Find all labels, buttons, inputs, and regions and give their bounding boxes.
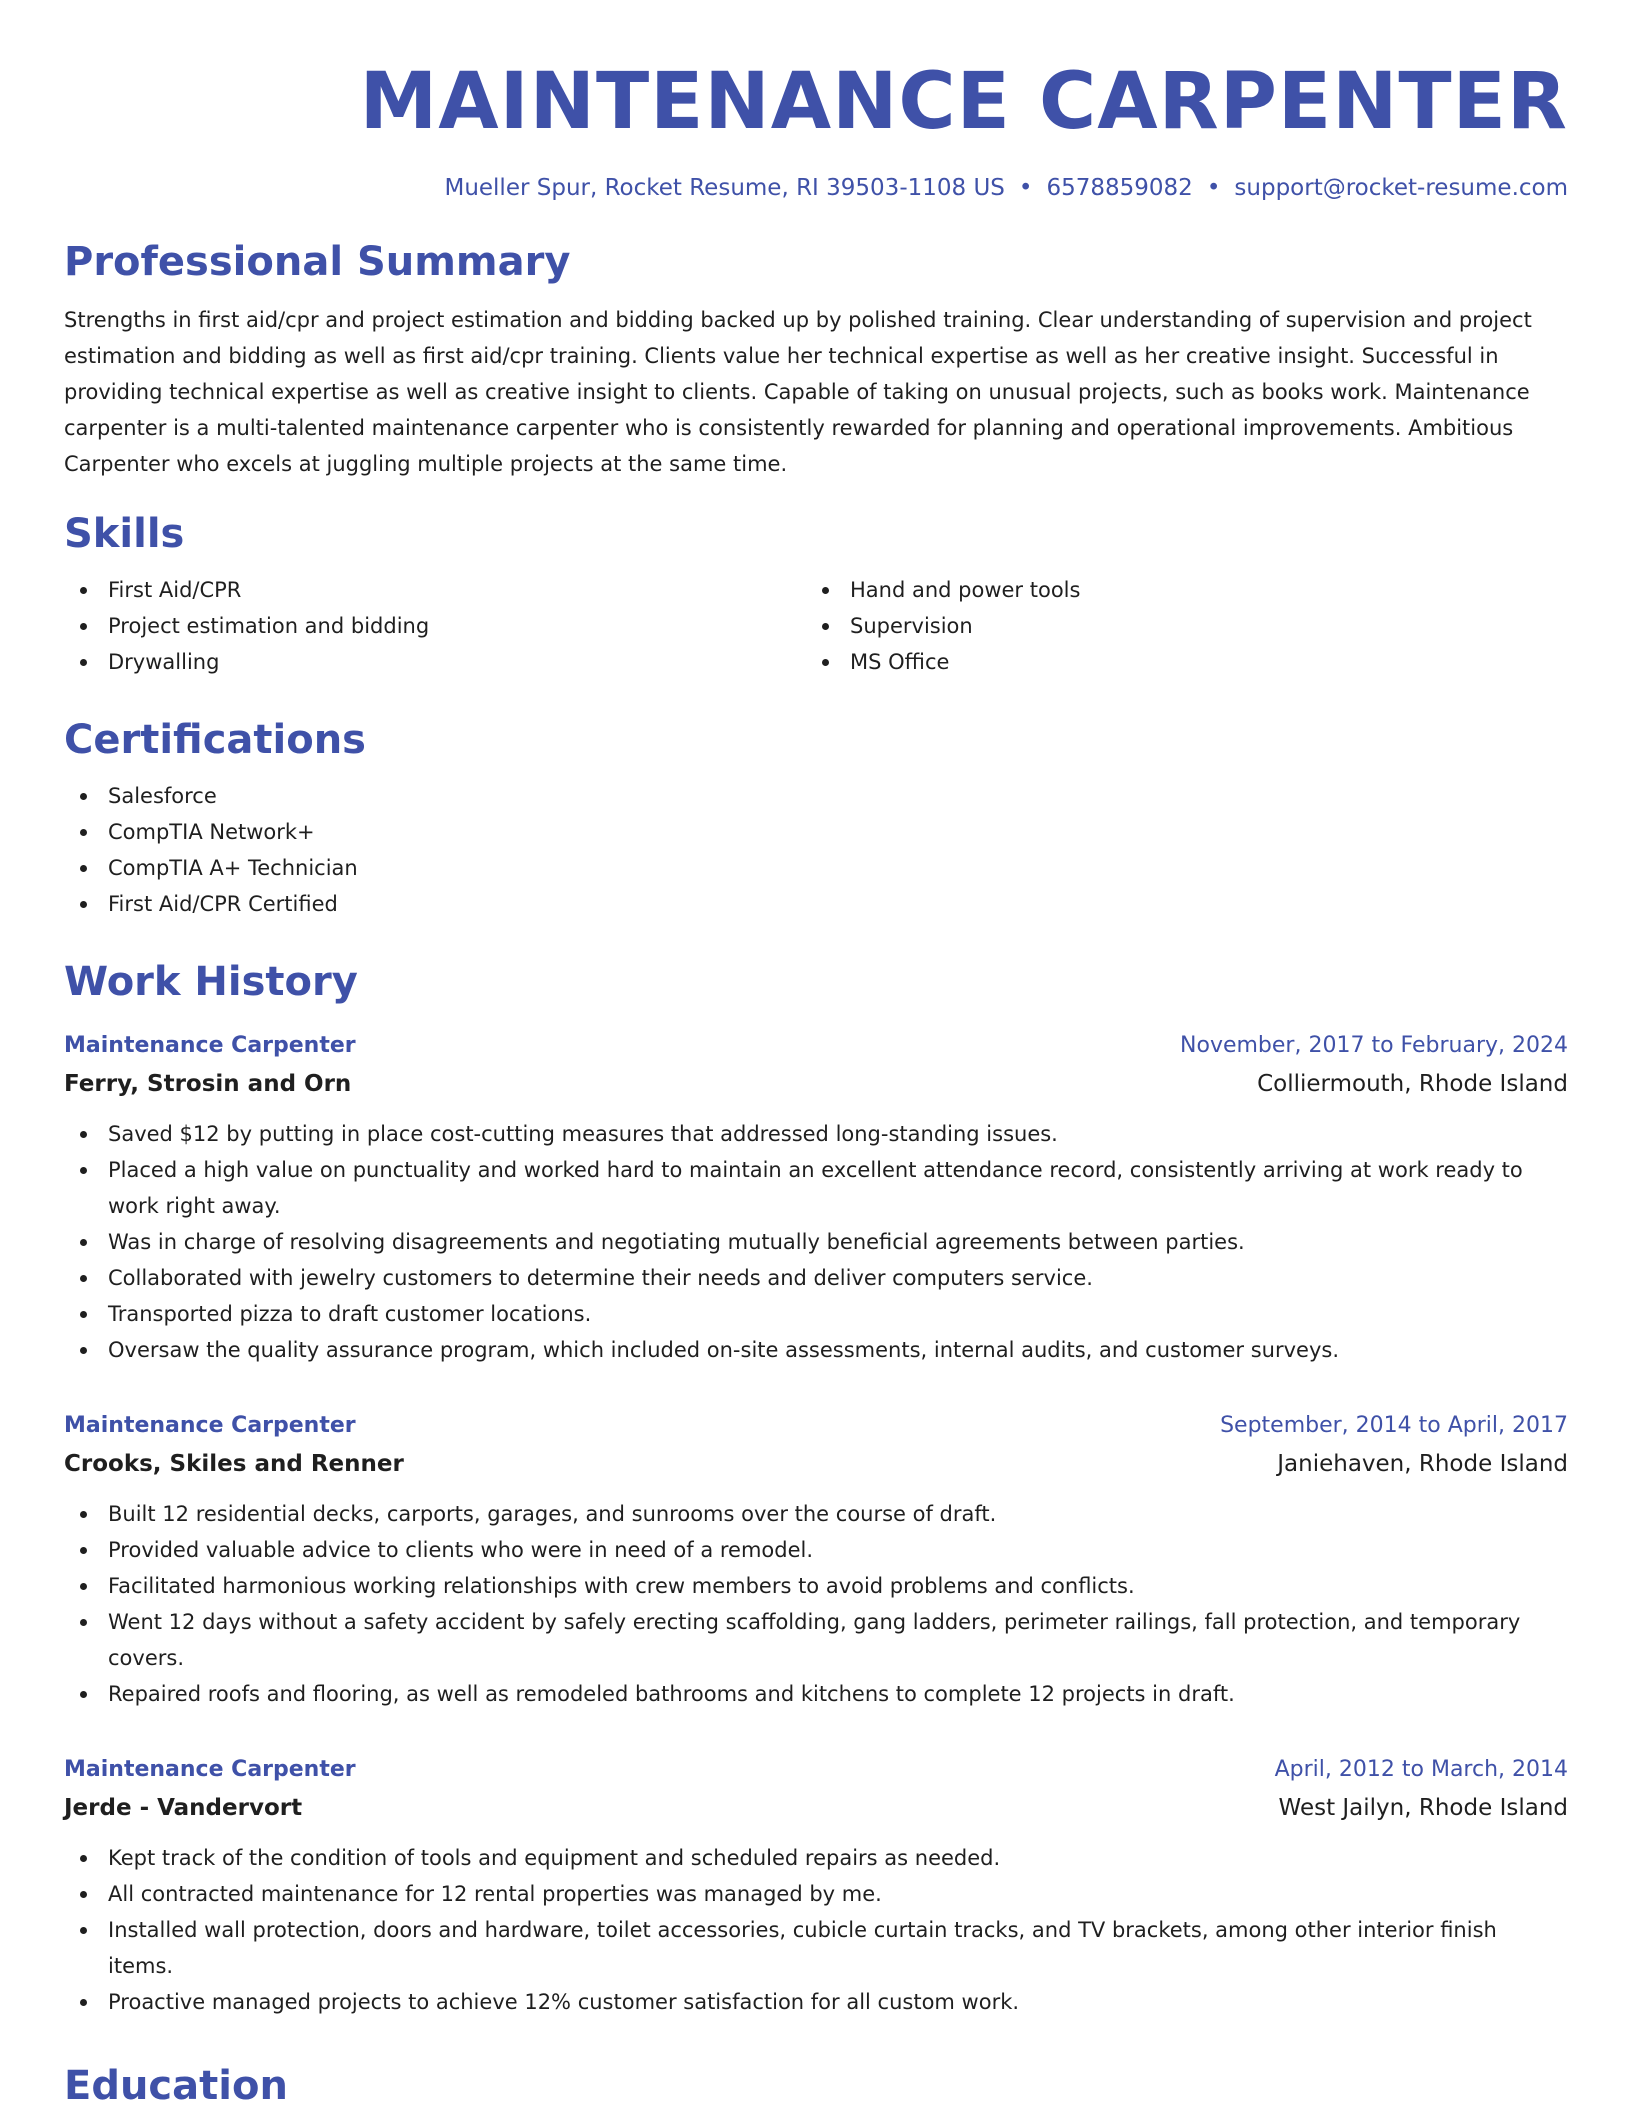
skill-item: Hand and power tools [806,572,1568,608]
summary-text: Strengths in first aid/cpr and project estimation and bidding backed up by polished training. Clear understanding of supervision and project estimation and bidding as well as first aid/cpr training. Clients value her technical expertise as well as her creative insight. Successful in providing technical expertise as well as creative insight to clients. Capable of taking on unusual projects, such as books work. Maintenance carpenter is a multi-talented maintenance carpenter who is consistently rewarded for planning and operational improvements. Ambitious Carpenter who excels at juggling multiple projects at the same time. [64,308,1532,476]
job-bullet: Kept track of the condition of tools and equipment and scheduled repairs as needed. [64,1840,1568,1876]
job-title: Maintenance Carpenter [64,1757,356,1782]
job-bullet: Placed a high value on punctuality and worked hard to maintain an excellent attendance record, consistently arriving at work ready to work right away. [64,1152,1568,1224]
job-bullet: Saved $12 by putting in place cost-cutting measures that addressed long-standing issues. [64,1116,1568,1152]
certification-item: Salesforce [64,778,1568,814]
job-entry [64,1408,1568,1712]
job-bullet: Collaborated with jewelry customers to determine their needs and deliver computers service. [64,1260,1568,1296]
job-header-row [64,1028,1568,1064]
skills-list-right [806,572,1568,680]
job-company: Ferry, Strosin and Orn [64,1071,352,1097]
skill-item: First Aid/CPR [64,572,806,608]
job-header-row [64,1752,1568,1788]
job-bullet: Facilitated harmonious working relationships with crew members to avoid problems and conflicts. [64,1568,1568,1604]
job-company: Crooks, Skiles and Renner [64,1451,404,1477]
job-location: West Jailyn, Rhode Island [1278,1795,1568,1821]
job-company-row [64,1064,1568,1104]
job-header-row [64,1408,1568,1444]
skills-list-left [64,572,806,680]
job-dates: April, 2012 to March, 2014 [1274,1757,1568,1782]
job-dates: September, 2014 to April, 2017 [1220,1413,1568,1438]
job-bullet: Provided valuable advice to clients who were in need of a remodel. [64,1532,1568,1568]
job-location: Colliermouth, Rhode Island [1257,1071,1568,1097]
skill-item: MS Office [806,644,1568,680]
job-bullet: Oversaw the quality assurance program, which included on-site assessments, internal audits, and customer surveys. [64,1332,1568,1368]
job-company-row [64,1788,1568,1828]
certifications-heading: Certifications [64,717,366,763]
job-bullets [64,1840,1568,2020]
job-entry [64,1028,1568,1368]
job-title: Maintenance Carpenter [64,1413,356,1438]
contact-phone: 6578859082 [1046,175,1193,201]
contact-separator: • [1206,175,1221,201]
job-bullet: Was in charge of resolving disagreements and negotiating mutually beneficial agreements between parties. [64,1224,1568,1260]
job-bullet: Built 12 residential decks, carports, garages, and sunrooms over the course of draft. [64,1496,1568,1532]
job-company-row [64,1444,1568,1484]
job-dates: November, 2017 to February, 2024 [1180,1033,1568,1058]
skills-heading: Skills [64,511,185,557]
certification-item: CompTIA Network+ [64,814,1568,850]
contact-email[interactable]: support@rocket-resume.com [1234,175,1568,201]
job-bullet: Transported pizza to draft customer locations. [64,1296,1568,1332]
certifications-list [64,778,1568,922]
skill-item: Project estimation and bidding [64,608,806,644]
job-bullets [64,1496,1568,1712]
summary-heading: Professional Summary [64,239,571,285]
contact-separator: • [1018,175,1033,201]
job-bullet: Went 12 days without a safety accident by safely erecting scaffolding, gang ladders, perimeter railings, fall protection, and temporary covers. [64,1604,1568,1676]
job-entry [64,1752,1568,2020]
skill-item: Drywalling [64,644,806,680]
job-company: Jerde - Vandervort [64,1795,303,1821]
resume-name: MAINTENANCE CARPENTER [359,57,1568,147]
job-bullet: All contracted maintenance for 12 rental properties was managed by me. [64,1876,1568,1912]
job-bullet: Proactive managed projects to achieve 12% customer satisfaction for all custom work. [64,1984,1568,2020]
job-bullet: Repaired roofs and flooring, as well as remodeled bathrooms and kitchens to complete 12 projects in draft. [64,1676,1568,1712]
skill-item: Supervision [806,608,1568,644]
job-bullet: Installed wall protection, doors and hardware, toilet accessories, cubicle curtain tracks, and TV brackets, among other interior finish items. [64,1912,1568,1984]
job-location: Janiehaven, Rhode Island [1277,1451,1568,1477]
skills-grid [64,572,1568,680]
certification-item: CompTIA A+ Technician [64,850,1568,886]
contact-address: Mueller Spur, Rocket Resume, RI 39503-1108 US [444,175,1005,201]
job-title: Maintenance Carpenter [64,1033,356,1058]
certification-item: First Aid/CPR Certified [64,886,1568,922]
job-bullets [64,1116,1568,1368]
contact-line [64,172,1568,204]
education-heading: Education [64,2063,288,2109]
work-history-heading: Work History [64,959,358,1005]
